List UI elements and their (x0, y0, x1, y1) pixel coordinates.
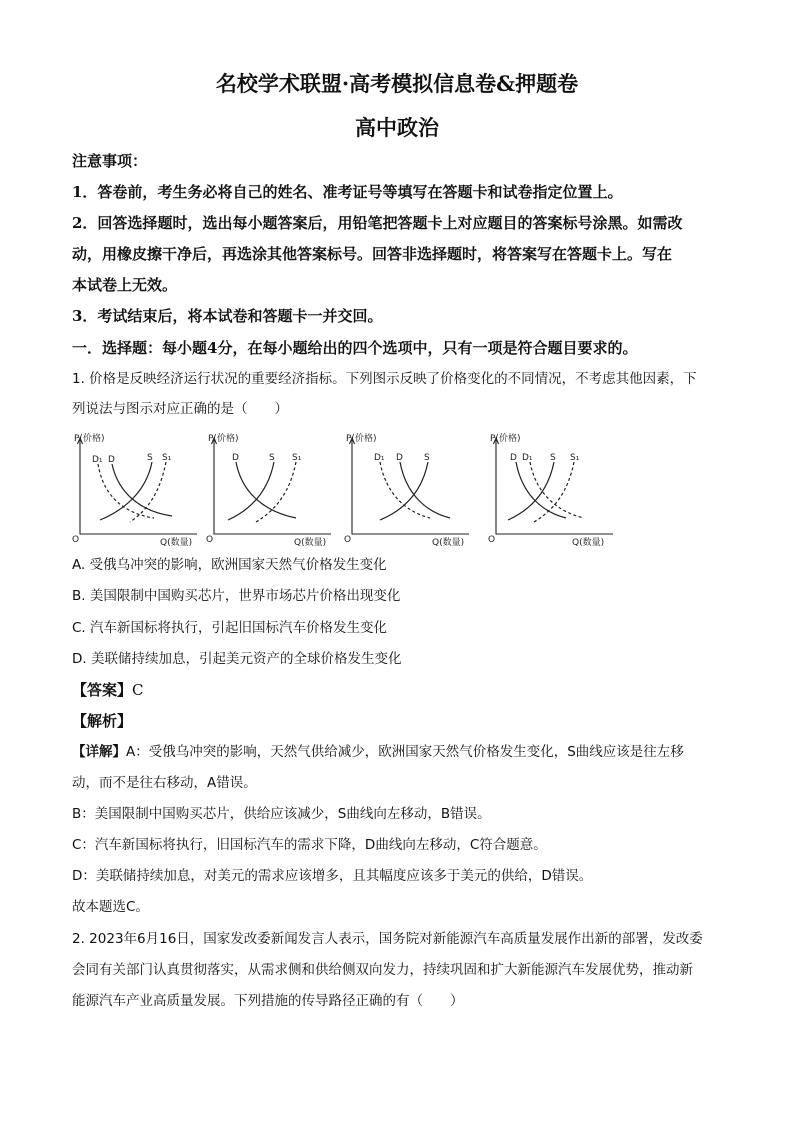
demand-curve-d1 (98, 464, 154, 518)
supply-curve-s1 (534, 462, 574, 522)
q1-graph-1 (72, 430, 202, 552)
origin-label: O (206, 535, 214, 545)
curve-label: D (510, 453, 517, 463)
curve-label: S (550, 453, 556, 463)
supply-curve-s1 (130, 462, 166, 522)
q1-detail-a-line-2: 动，而不是往右移动，A错误。 (72, 775, 257, 791)
y-axis-label: P(价格) (74, 434, 105, 444)
q1-stem-line-2: 列说法与图示对应正确的是（ ） (72, 401, 288, 417)
supply-curve-s (380, 462, 428, 520)
exam-title: 名校学术联盟·高考模拟信息卷&押题卷 (215, 71, 579, 96)
curve-label: D (396, 453, 403, 463)
answer-tag: 【答案】 (72, 681, 133, 699)
q2-stem-line-3: 能源汽车产业高质量发展。下列措施的传导路径正确的有（ ） (72, 993, 464, 1009)
q2-stem-line-2: 会同有关部门认真贯彻落实，从需求侧和供给侧双向发力，持续巩固和扩大新能源汽车发展优势，推动新 (72, 962, 693, 978)
curve-label: D₁ (374, 453, 385, 463)
x-axis-label: Q(数量) (294, 538, 327, 548)
q1-conclusion: 故本题选C。 (72, 899, 149, 915)
detail-tag: 【详解】 (72, 744, 126, 760)
graph-axes (352, 440, 469, 534)
q1-detail-b: B：美国限制中国购买芯片，供给应该减少，S曲线向左移动，B错误。 (72, 806, 491, 822)
curve-label: S₁ (570, 453, 580, 463)
origin-label: O (488, 535, 496, 545)
x-axis-label: Q(数量) (432, 538, 465, 548)
curve-label: S₁ (162, 453, 172, 463)
q1-stem-line-1: 1. 价格是反映经济运行状况的重要经济指标。下列图示反映了价格变化的不同情况，不考虑其他因素，下 (72, 371, 697, 387)
notice-item-2-line-1: 2．回答选择题时，选出每小题答案后，用铅笔把答题卡上对应题目的答案标号涂黑。如需改 (72, 214, 683, 232)
q1-option-d: D. 美联储持续加息，引起美元资产的全球价格发生变化 (72, 651, 402, 667)
demand-curve-d1 (530, 462, 584, 518)
answer-value: C (132, 681, 144, 699)
x-axis-label: Q(数量) (572, 538, 605, 548)
detail-text: A：受俄乌冲突的影响，天然气供给减少，欧洲国家天然气价格发生变化，S曲线应该是往左移 (126, 744, 684, 760)
q1-analysis-tag: 【解析】 (72, 712, 133, 730)
q1-detail-c: C：汽车新国标将执行，旧国标汽车的需求下降，D曲线向左移动，C符合题意。 (72, 837, 547, 853)
curve-label: S₁ (292, 453, 302, 463)
supply-curve-s (228, 462, 274, 520)
y-axis-label: P(价格) (346, 434, 377, 444)
demand-curve-d1 (380, 462, 430, 518)
x-axis-label: Q(数量) (160, 538, 193, 548)
y-axis-label: P(价格) (208, 434, 239, 444)
curve-label: S (424, 453, 430, 463)
y-axis-label: P(价格) (490, 434, 521, 444)
curve-label: D (108, 455, 115, 465)
q1-detail-a-line-1 (72, 741, 732, 763)
notice-item-2-line-3: 本试卷上无效。 (72, 276, 178, 294)
q1-option-a: A. 受俄乌冲突的影响，欧洲国家天然气价格发生变化 (72, 557, 387, 573)
demand-curve-d (400, 462, 450, 518)
section-1-heading: 一．选择题：每小题4分，在每小题给出的四个选项中，只有一项是符合题目要求的。 (72, 339, 638, 357)
notice-item-1: 1．答卷前，考生务必将自己的姓名、准考证号等填写在答题卡和试卷指定位置上。 (72, 183, 623, 201)
q1-answer (72, 679, 732, 701)
notice-heading: 注意事项： (72, 152, 148, 170)
curve-label: S (269, 453, 275, 463)
notice-item-2-line-2: 动，用橡皮擦干净后，再选涂其他答案标号。回答非选择题时，将答案写在答题卡上。写在 (72, 245, 673, 263)
q1-graph-2 (206, 430, 336, 552)
curve-label: D₁ (92, 455, 103, 465)
q2-stem-line-1: 2. 2023年6月16日，国家发改委新闻发言人表示，国务院对新能源汽车高质量发展作出新的部署，发改委 (72, 931, 703, 947)
q1-graph-4 (488, 430, 618, 552)
subject-title: 高中政治 (355, 115, 439, 140)
curve-label: D (232, 453, 239, 463)
q1-detail-d: D：美联储持续加息，对美元的需求应该增多，且其幅度应该多于美元的供给，D错误。 (72, 868, 593, 884)
curve-label: D₁ (522, 453, 533, 463)
notice-item-3: 3．考试结束后，将本试卷和答题卡一并交回。 (72, 307, 383, 325)
curve-label: S (147, 453, 153, 463)
origin-label: O (72, 535, 80, 545)
q1-option-c: C. 汽车新国标将执行，引起旧国标汽车价格发生变化 (72, 620, 388, 636)
origin-label: O (344, 535, 352, 545)
q1-option-b: B. 美国限制中国购买芯片，世界市场芯片价格出现变化 (72, 588, 401, 604)
supply-curve-s (508, 462, 554, 520)
q1-graph-3 (344, 430, 474, 552)
